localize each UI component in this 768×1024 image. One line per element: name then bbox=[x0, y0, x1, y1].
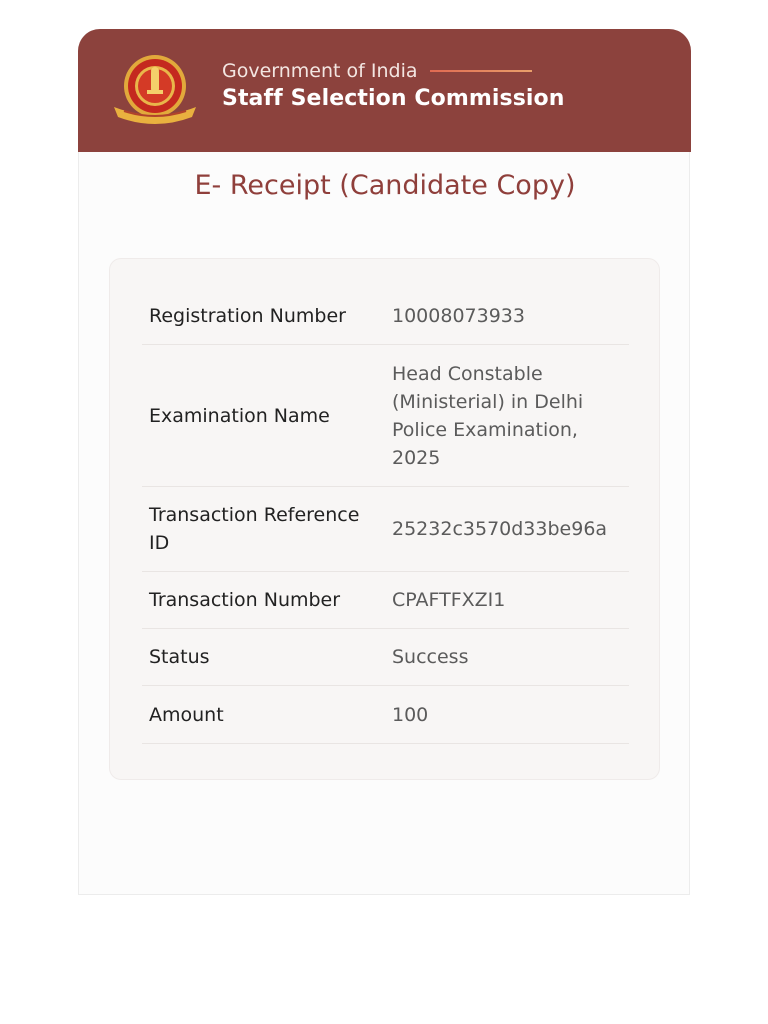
detail-label: Status bbox=[149, 646, 210, 668]
detail-label: Transaction Reference ID bbox=[149, 504, 360, 554]
government-label bbox=[222, 60, 532, 82]
detail-value: 10008073933 bbox=[392, 304, 525, 327]
status-value: Success bbox=[392, 646, 469, 668]
detail-label: Transaction Number bbox=[149, 589, 341, 611]
header-accent-line bbox=[430, 70, 532, 72]
detail-row-status bbox=[142, 629, 629, 686]
government-text: Government of India bbox=[222, 60, 418, 82]
e-receipt-card bbox=[78, 29, 690, 895]
detail-row-amount bbox=[142, 686, 629, 744]
detail-label: Amount bbox=[149, 703, 224, 726]
detail-value: CPAFTFXZI1 bbox=[392, 589, 506, 611]
detail-row-transaction-reference-id bbox=[142, 487, 629, 572]
detail-value: 25232c3570d33be96a bbox=[392, 518, 608, 540]
receipt-header bbox=[78, 29, 691, 152]
ssc-emblem-icon bbox=[110, 53, 200, 128]
organization-name: Staff Selection Commission bbox=[222, 86, 565, 111]
detail-row-examination-name bbox=[142, 345, 629, 487]
detail-value: Head Constable (Ministerial) in Delhi Police Examination, 2025 bbox=[392, 362, 584, 469]
detail-label: Registration Number bbox=[149, 304, 346, 327]
receipt-details-panel bbox=[109, 258, 660, 780]
detail-row-transaction-number bbox=[142, 572, 629, 629]
amount-value: 100 bbox=[392, 703, 429, 726]
detail-label: Examination Name bbox=[149, 404, 330, 427]
detail-row-registration-number bbox=[142, 287, 629, 345]
page-title: E- Receipt (Candidate Copy) bbox=[194, 170, 576, 201]
